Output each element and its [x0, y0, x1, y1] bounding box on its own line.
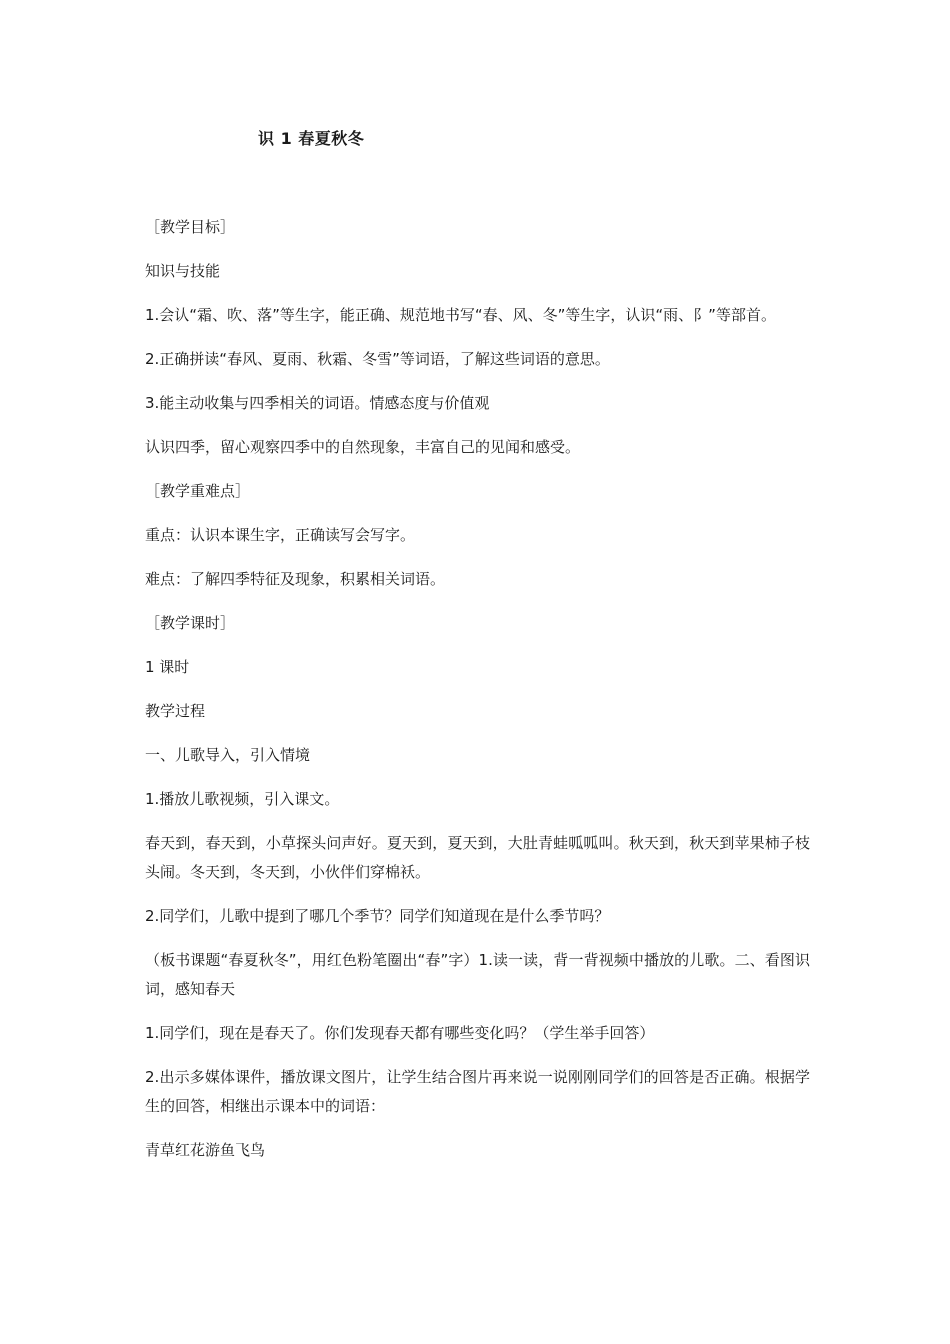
process-step-2-item-1: 1.同学们，现在是春天了。你们发现春天都有哪些变化吗？（学生举手回答） [145, 1024, 655, 1042]
objective-item-3: 3.能主动收集与四季相关的词语。情感态度与价值观 [145, 394, 490, 412]
section-heading-class-hours: ［教学课时］ [145, 614, 236, 632]
document-body [145, 213, 810, 1180]
vocabulary-words: 青草红花游鱼飞鸟 [145, 1141, 266, 1159]
subheading-knowledge-skills: 知识与技能 [145, 262, 221, 280]
document-title: 识 1 春夏秋冬 [258, 129, 365, 148]
process-step-1-heading: 一、儿歌导入，引入情境 [145, 746, 311, 764]
section-heading-process: 教学过程 [145, 702, 206, 720]
objective-item-2: 2.正确拼读“春风、夏雨、秋霜、冬雪”等词语，了解这些词语的意思。 [145, 350, 610, 368]
process-step-1-item-2: 2.同学们，儿歌中提到了哪几个季节？同学们知道现在是什么季节吗？ [145, 907, 610, 925]
process-step-2-item-2: 2.出示多媒体课件，播放课文图片，让学生结合图片再来说一说刚刚同学们的回答是否正确。根据学生的回答，相继出示课本中的词语： [145, 1068, 810, 1115]
section-heading-objectives: ［教学目标］ [145, 218, 236, 236]
objective-emotion: 认识四季，留心观察四季中的自然现象，丰富自己的见闻和感受。 [145, 438, 581, 456]
key-point: 重点：认识本课生字，正确读写会写字。 [145, 526, 416, 544]
blackboard-note: （板书课题“春夏秋冬”，用红色粉笔圈出“春”字）1.读一读，背一背视频中播放的儿歌。二、看图识词，感知春天 [145, 951, 810, 998]
nursery-rhyme: 春天到，春天到，小草探头问声好。夏天到，夏天到，大肚青蛙呱呱叫。秋天到，秋天到苹果柿子枝头闹。冬天到，冬天到，小伙伴们穿棉袄。 [145, 834, 810, 881]
difficult-point: 难点：了解四季特征及现象，积累相关词语。 [145, 570, 446, 588]
process-step-1-item-1: 1.播放儿歌视频，引入课文。 [145, 790, 340, 808]
objective-item-1: 1.会认“霜、吹、落”等生字，能正确、规范地书写“春、风、冬”等生字，认识“雨、阝”等部首。 [145, 306, 776, 324]
class-hours-value: 1 课时 [145, 658, 190, 676]
section-heading-key-points: ［教学重难点］ [145, 482, 251, 500]
